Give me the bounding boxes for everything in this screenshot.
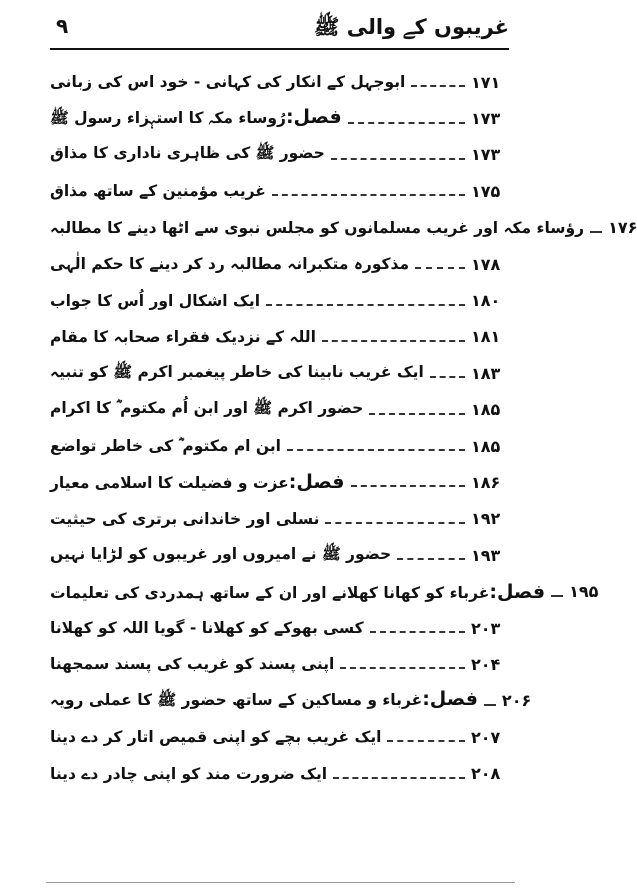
toc-entry-page: ۱۹۲: [471, 509, 501, 529]
toc-entry: [46, 64, 515, 100]
toc-entry-title: [46, 619, 364, 637]
toc-entry: [46, 246, 515, 282]
toc-entry-page: ۲۰۳: [471, 618, 501, 638]
toc-entry-title: [46, 362, 424, 385]
leader-dashes: [325, 522, 465, 524]
toc-entry-page: ۱۸۶: [471, 472, 501, 492]
toc-entry: [46, 683, 532, 719]
toc-entry-page: ۱۸۳: [471, 363, 501, 383]
toc-entry: [46, 428, 515, 464]
toc-entry-text: حضور اکرم ﷺ اور ابن اُم مکتوم ؓ کا اکرام: [50, 399, 364, 418]
toc-entry-text: رُوساء مکہ کا استہزاء رسول ﷺ: [50, 109, 286, 128]
leader-dashes: [590, 231, 602, 233]
footer-rule: [46, 882, 515, 883]
toc-entry-page: ۱۸۱: [471, 327, 501, 347]
toc-entry-title: [46, 655, 334, 673]
table-of-contents: [46, 64, 637, 792]
toc-entry-title: [46, 765, 327, 783]
toc-entry-page: ۱۷۳: [471, 145, 501, 165]
toc-entry-text: رؤساء مکہ اور غریب مسلمانوں کو مجلس نبوی سے اٹھا دینے کا مطالبہ: [50, 218, 585, 237]
leader-dashes: [272, 194, 465, 196]
toc-entry: [46, 610, 515, 646]
leader-dashes: [331, 158, 465, 160]
toc-entry-title: [46, 510, 319, 528]
toc-entry: [46, 210, 637, 246]
toc-entry-text: ایک ضرورت مند کو اپنی چادر دے دینا: [50, 764, 328, 783]
leader-dashes: [266, 304, 465, 306]
section-prefix: فصل:: [288, 471, 345, 494]
section-prefix: فصل:: [285, 106, 342, 129]
toc-entry-title: [46, 398, 363, 421]
toc-entry-text: حضور ﷺ کی ظاہری ناداری کا مذاق: [50, 144, 325, 163]
toc-entry-text: نسلی اور خاندانی برتری کی حیثیت: [50, 509, 320, 528]
toc-entry-page: ۲۰۷: [471, 727, 501, 747]
running-title: غریبوں کے والی ﷺ: [314, 15, 509, 39]
toc-entry-title: [46, 581, 545, 603]
toc-entry-title: [46, 544, 391, 567]
toc-entry-text: ایک غریب نابینا کی خاطر پیغمبر اکرم ﷺ کو تنبیہ: [50, 362, 424, 381]
toc-entry-text: غرباء و مساکین کے ساتھ حضور ﷺ کا عملی رویہ: [50, 691, 423, 710]
toc-entry-title: [46, 255, 409, 273]
leader-dashes: [484, 704, 496, 706]
toc-entry-page: ۱۷۳: [471, 109, 501, 129]
section-prefix: فصل:: [489, 580, 546, 603]
toc-entry: [46, 282, 515, 318]
toc-entry-title: [46, 219, 584, 237]
toc-entry: [46, 501, 515, 537]
toc-entry-title: [46, 182, 266, 200]
toc-entry-page: ۱۷۶: [608, 218, 637, 238]
toc-entry-page: ۲۰۶: [501, 691, 532, 711]
toc-entry: [46, 137, 515, 173]
leader-dashes: [348, 122, 465, 124]
toc-entry-text: غریب مؤمنین کے ساتھ مذاق: [50, 182, 266, 201]
toc-entry: [46, 646, 515, 682]
leader-dashes: [415, 267, 465, 269]
toc-entry-text: کسی بھوکے کو کھلانا - گویا اللہ کو کھلانا: [50, 619, 364, 638]
leader-dashes: [397, 558, 465, 560]
toc-entry-title: [46, 106, 342, 131]
page-header: [0, 0, 553, 58]
toc-entry-title: [46, 328, 316, 346]
leader-dashes: [369, 413, 465, 415]
leader-dashes: [551, 595, 563, 597]
toc-entry-page: ۱۹۳: [471, 545, 501, 565]
leader-dashes: [340, 667, 465, 669]
leader-dashes: [387, 740, 465, 742]
toc-entry-text: عزت و فضیلت کا اسلامی معیار: [50, 474, 289, 493]
toc-entry-title: [46, 688, 478, 713]
toc-entry: [46, 537, 515, 573]
leader-dashes: [351, 485, 466, 487]
toc-entry-text: اللہ کے نزدیک فقراء صحابہ کا مقام: [50, 327, 316, 346]
toc-entry-page: ۱۷۱: [471, 72, 501, 92]
toc-entry-page: ۱۸۵: [471, 400, 501, 420]
toc-entry: [46, 719, 515, 755]
toc-entry-page: ۱۸۵: [471, 436, 501, 456]
toc-entry-title: [46, 292, 260, 310]
toc-entry-page: ۲۰۸: [471, 764, 501, 784]
toc-entry: [46, 464, 515, 500]
toc-entry-text: ابن ام مکتوم ؓ کی خاطر تواضع: [50, 436, 281, 455]
toc-entry: [46, 573, 599, 609]
toc-entry-text: ابوجہل کے انکار کی کہانی - خود اس کی زبانی: [50, 73, 406, 92]
toc-entry: [46, 755, 515, 791]
toc-entry-title: [46, 73, 405, 91]
toc-entry: [46, 173, 515, 209]
toc-entry-page: ۲۰۴: [471, 654, 501, 674]
toc-entry-title: [46, 471, 345, 493]
page-number: ۹: [56, 14, 69, 38]
toc-entry-text: ایک غریب بچے کو اپنی قمیص اتار کر دے دینا: [50, 728, 382, 747]
toc-entry-page: ۱۹۵: [569, 582, 599, 602]
leader-dashes: [430, 376, 465, 378]
toc-entry-title: [46, 728, 381, 746]
toc-entry-text: مذکورہ متکبرانہ مطالبہ رد کر دینے کا حکم الٰہی: [50, 255, 410, 274]
leader-dashes: [333, 777, 465, 779]
leader-dashes: [287, 449, 465, 451]
toc-entry: [46, 319, 515, 355]
toc-entry-text: غرباء کو کھانا کھلانے اور ان کے ساتھ ہمدردی کی تعلیمات: [50, 583, 490, 602]
toc-entry: [46, 392, 515, 428]
section-prefix: فصل:: [422, 688, 478, 711]
leader-dashes: [411, 85, 465, 87]
toc-entry: [46, 100, 515, 136]
toc-entry-title: [46, 437, 281, 456]
toc-entry-text: ایک اشکال اور اُس کا جواب: [50, 291, 261, 310]
toc-entry-title: [46, 143, 325, 166]
leader-dashes: [370, 631, 465, 633]
toc-entry: [46, 355, 515, 391]
toc-entry-page: ۱۸۰: [471, 291, 501, 311]
toc-entry-text: حضور ﷺ نے امیروں اور غریبوں کو لڑایا نہیں: [50, 544, 392, 563]
toc-entry-page: ۱۷۸: [471, 254, 501, 274]
leader-dashes: [322, 340, 465, 342]
toc-entry-page: ۱۷۵: [471, 181, 501, 201]
toc-entry-text: اپنی پسند کو غریب کی پسند سمجھنا: [50, 655, 335, 674]
header-rule: [50, 48, 509, 50]
